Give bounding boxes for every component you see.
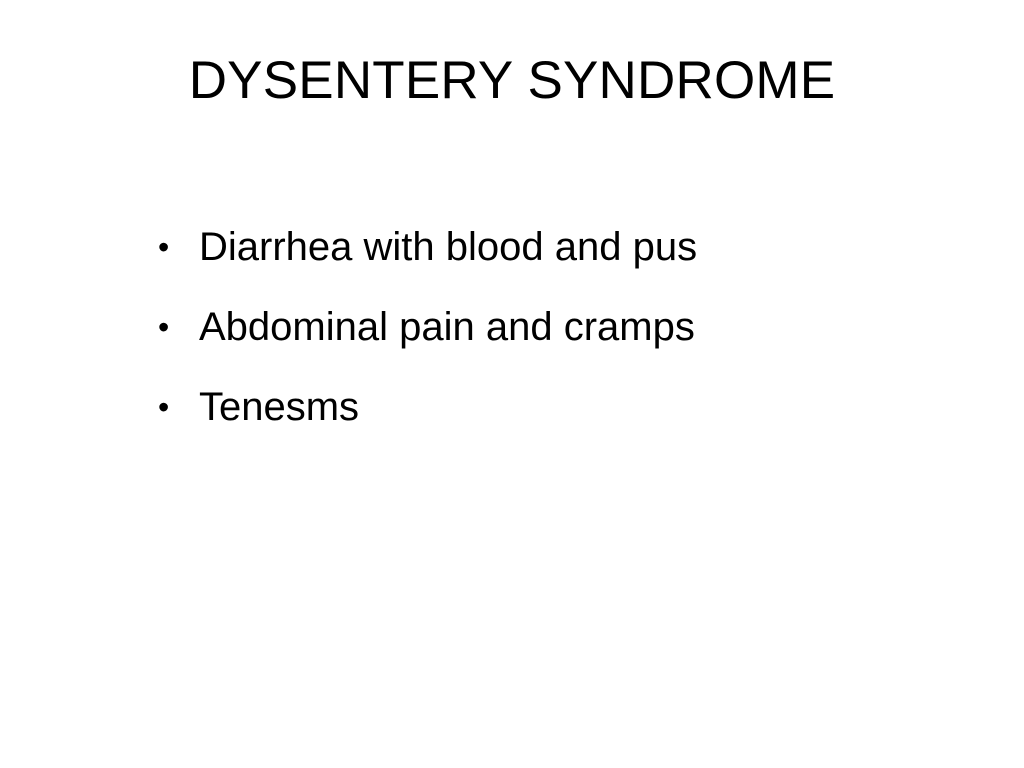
- bullet-icon: •: [158, 309, 170, 345]
- list-item-text: Diarrhea with blood and pus: [199, 225, 698, 269]
- list-item-text: Tenesms: [199, 385, 360, 429]
- list-item-text: Abdominal pain and cramps: [199, 305, 695, 349]
- bullet-icon: •: [158, 229, 170, 265]
- bullet-icon: •: [158, 389, 170, 425]
- slide-title: DYSENTERY SYNDROME: [188, 51, 836, 110]
